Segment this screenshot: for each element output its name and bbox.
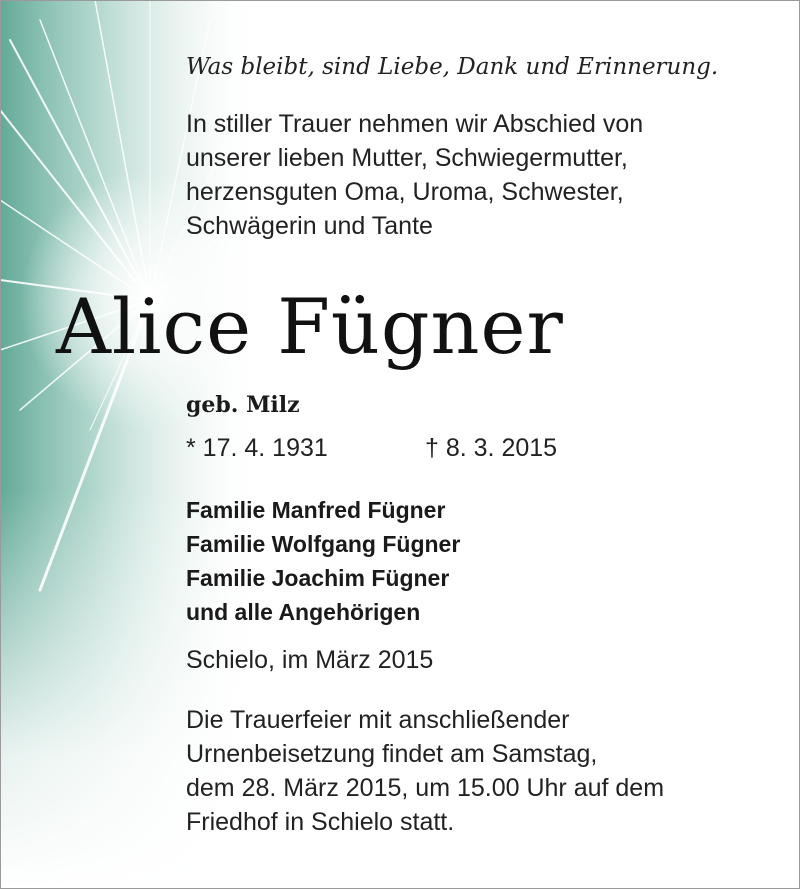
motto: Was bleibt, sind Liebe, Dank und Erinnerung. (186, 54, 719, 80)
funeral-info-line: Die Trauerfeier mit anschließender (186, 706, 570, 734)
maiden-name: geb. Milz (186, 392, 300, 418)
birth-date: * 17. 4. 1931 (186, 434, 328, 462)
intro-line: Schwägerin und Tante (186, 212, 433, 240)
deceased-name: Alice Fügner (56, 282, 564, 371)
mourner-line: Familie Manfred Fügner (186, 497, 446, 523)
funeral-info-line: Friedhof in Schielo statt. (186, 808, 455, 836)
funeral-info-line: Urnenbeisetzung findet am Samstag, (186, 740, 598, 768)
mourner-line: und alle Angehörigen (186, 599, 421, 625)
mourner-line: Familie Wolfgang Fügner (186, 531, 461, 557)
mourner-line: Familie Joachim Fügner (186, 565, 450, 591)
funeral-info-line: dem 28. März 2015, um 15.00 Uhr auf dem (186, 774, 665, 802)
intro-line: herzensguten Oma, Uroma, Schwester, (186, 178, 624, 206)
intro-line: In stiller Trauer nehmen wir Abschied von (186, 110, 644, 138)
place-date: Schielo, im März 2015 (186, 646, 434, 674)
death-date: † 8. 3. 2015 (425, 434, 558, 462)
intro-line: unserer lieben Mutter, Schwiegermutter, (186, 144, 628, 172)
